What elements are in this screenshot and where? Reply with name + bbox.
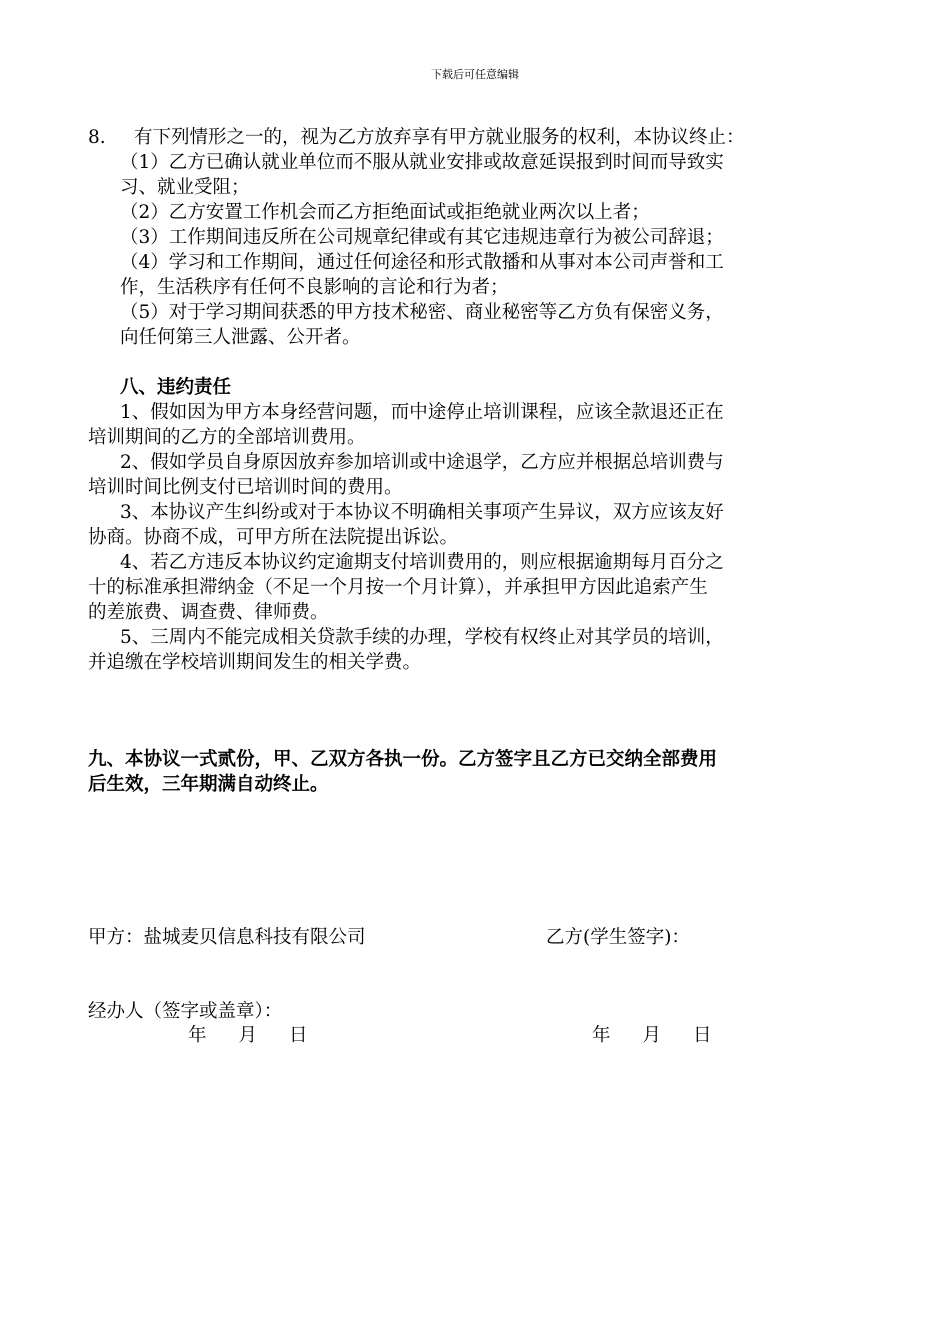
- clause-8-line: 向任何第三人泄露、公开者。: [120, 327, 361, 348]
- section-9-line: 后生效，三年期满自动终止。: [88, 774, 329, 795]
- clause-8-line: 有下列情形之一的，视为乙方放弃享有甲方就业服务的权利，本协议终止：: [134, 127, 745, 148]
- section-8-line: 1、假如因为甲方本身经营问题，而中途停止培训课程，应该全款退还正在: [120, 402, 724, 423]
- section-8-line: 培训时间比例支付已培训时间的费用。: [88, 477, 403, 498]
- date-year: 年: [592, 1025, 611, 1046]
- header-note: 下载后可任意编辑: [431, 68, 519, 81]
- clause-8-line: （5）对于学习期间获悉的甲方技术秘密、商业秘密等乙方负有保密义务，: [120, 302, 724, 323]
- clause-8-line: 习、就业受阻；: [120, 177, 250, 198]
- section-8-line: 4、若乙方违反本协议约定逾期支付培训费用的，则应根据逾期每月百分之: [120, 552, 724, 573]
- date-month: 月: [238, 1025, 258, 1046]
- clause-8-line: 作，生活秩序有任何不良影响的言论和行为者；: [120, 277, 509, 298]
- date-month: 月: [642, 1025, 662, 1046]
- section-8-line: 协商。协商不成，可甲方所在法院提出诉讼。: [88, 527, 459, 548]
- section-8-line: 的差旅费、调查费、律师费。: [88, 602, 329, 623]
- agent-signature-label: 经办人（签字或盖章）：: [88, 1001, 283, 1022]
- clause-8-line: （4）学习和工作期间，通过任何途径和形式散播和从事对本公司声誉和工: [120, 252, 724, 273]
- section-8-line: 十的标准承担滞纳金（不足一个月按一个月计算），并承担甲方因此追索产生: [88, 577, 708, 598]
- date-day: 日: [289, 1025, 308, 1046]
- section-9-line: 九、本协议一式贰份，甲、乙双方各执一份。乙方签字且乙方已交纳全部费用: [88, 749, 718, 770]
- section-8-line: 5、三周内不能完成相关贷款手续的办理，学校有权终止对其学员的培训，: [120, 627, 724, 648]
- party-b-date: [592, 1021, 744, 1047]
- clause-8-line: （1）乙方已确认就业单位而不服从就业安排或故意延误报到时间而导致实: [120, 152, 724, 173]
- clause-8-number: 8.: [88, 127, 106, 148]
- section-8-heading: 八、违约责任: [120, 377, 232, 398]
- section-8-line: 3、本协议产生纠纷或对于本协议不明确相关事项产生异议，双方应该友好: [120, 502, 724, 523]
- party-b-label: 乙方(学生签字)：: [546, 927, 690, 948]
- party-a-label: 甲方：盐城麦贝信息科技有限公司: [88, 927, 366, 948]
- date-day: 日: [693, 1025, 712, 1046]
- section-8-line: 并追缴在学校培训期间发生的相关学费。: [88, 652, 422, 673]
- date-year: 年: [188, 1025, 207, 1046]
- party-a-date: [188, 1021, 340, 1047]
- clause-8-line: （3）工作期间违反所在公司规章纪律或有其它违规违章行为被公司辞退；: [120, 227, 724, 248]
- section-8-line: 培训期间的乙方的全部培训费用。: [88, 427, 366, 448]
- clause-8-line: （2）乙方安置工作机会而乙方拒绝面试或拒绝就业两次以上者；: [120, 202, 650, 223]
- section-8-line: 2、假如学员自身原因放弃参加培训或中途退学，乙方应并根据总培训费与: [120, 452, 724, 473]
